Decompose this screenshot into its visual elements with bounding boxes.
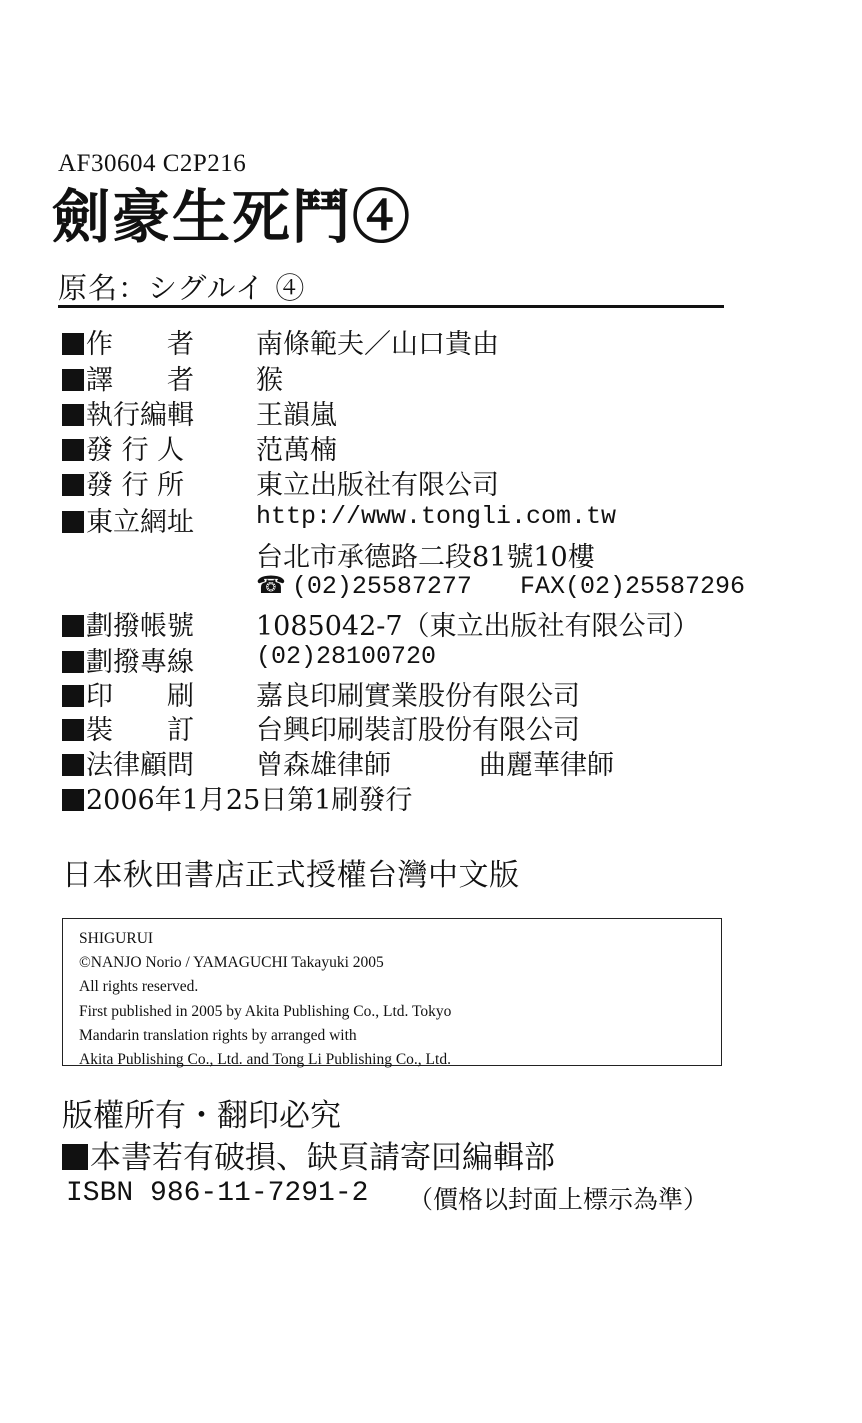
bullet-square-icon <box>62 615 84 637</box>
value-account: 1085042-7（東立出版社有限公司） <box>256 611 700 642</box>
price-notice: （價格以封面上標示為準） <box>408 1185 709 1214</box>
copyright-line: Akita Publishing Co., Ltd. and Tong Li Publishing Co., Ltd. <box>79 1051 451 1069</box>
bullet-square-icon <box>62 333 84 355</box>
label-editor: 執行編輯 <box>62 393 194 432</box>
bullet-square-icon <box>62 404 84 426</box>
damage-notice: 本書若有破損、缺頁請寄回編輯部 <box>62 1132 555 1177</box>
bullet-square-icon <box>62 685 84 707</box>
address: 台北市承德路二段81號10樓 <box>256 542 595 573</box>
value-binding: 台興印刷裝訂股份有限公司 <box>256 715 580 746</box>
value-publishing-house: 東立出版社有限公司 <box>256 470 499 501</box>
label-publishing-house: 發 行 所 <box>62 463 184 502</box>
phone-number: (02)25587277 <box>291 572 472 601</box>
isbn: ISBN 986-11-7291-2 <box>66 1178 369 1209</box>
bullet-square-icon <box>62 1144 88 1170</box>
label-legal: 法律顧問 <box>62 743 194 782</box>
rights-notice: 版權所有・翻印必究 <box>62 1098 341 1134</box>
publication-date: 2006年1月25日第1刷發行 <box>62 778 412 817</box>
label-printing: 印 刷 <box>62 674 194 713</box>
label-publisher: 發 行 人 <box>62 428 184 467</box>
label-binding: 裝 訂 <box>62 708 194 747</box>
phone-icon: ☎ <box>256 571 286 599</box>
bullet-square-icon <box>62 474 84 496</box>
bullet-square-icon <box>62 789 84 811</box>
edition-notice: 日本秋田書店正式授權台灣中文版 <box>62 858 520 893</box>
copyright-line: ©NANJO Norio / YAMAGUCHI Takayuki 2005 <box>79 954 384 972</box>
bullet-square-icon <box>62 511 84 533</box>
label-website: 東立網址 <box>62 500 194 539</box>
value-publisher: 范萬楠 <box>256 435 337 466</box>
product-code: AF30604 C2P216 <box>58 150 247 177</box>
value-hotline: (02)28100720 <box>256 642 437 671</box>
label-account: 劃撥帳號 <box>62 604 194 643</box>
bullet-square-icon <box>62 439 84 461</box>
copyright-line: All rights reserved. <box>79 978 199 996</box>
website-link[interactable]: http://www.tongli.com.tw <box>256 502 617 531</box>
bullet-square-icon <box>62 754 84 776</box>
label-hotline: 劃撥專線 <box>62 640 194 679</box>
bullet-square-icon <box>62 719 84 741</box>
book-title: 劍豪生死鬥④ <box>52 183 413 251</box>
value-translator: 猴 <box>256 365 283 396</box>
value-author: 南條範夫／山口貴由 <box>256 329 499 360</box>
bullet-square-icon <box>62 651 84 673</box>
contact-line <box>256 569 745 601</box>
copyright-line: Mandarin translation rights by arranged with <box>79 1026 357 1044</box>
fax-number: FAX(02)25587296 <box>519 572 745 601</box>
copyright-box <box>62 918 722 1069</box>
value-printing: 嘉良印刷實業股份有限公司 <box>256 681 580 712</box>
copyright-line: SHIGURUI <box>79 930 154 947</box>
value-editor: 王韻嵐 <box>256 400 337 431</box>
value-legal: 曾森雄律師 曲麗華律師 <box>256 750 614 781</box>
original-title: 原名：シグルイ ④ <box>58 271 306 305</box>
label-translator: 譯 者 <box>62 358 194 397</box>
copyright-line: First published in 2005 by Akita Publishing Co., Ltd. Tokyo <box>79 1002 452 1020</box>
bullet-square-icon <box>62 369 84 391</box>
divider <box>58 305 724 308</box>
label-author: 作 者 <box>62 322 194 361</box>
